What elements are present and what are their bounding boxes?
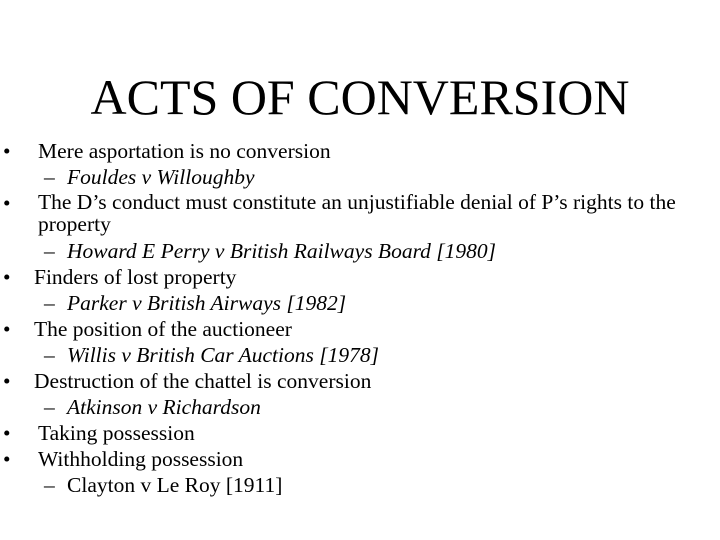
- case-citation-text: Parker v British Airways [1982]: [67, 291, 347, 315]
- dash-icon: –: [44, 165, 55, 189]
- case-citation: [0, 472, 720, 498]
- case-citation: [0, 394, 720, 420]
- case-citation-text: Willis v British Car Auctions [1978]: [67, 343, 379, 367]
- bullet-item: [0, 138, 720, 164]
- slide-title: ACTS OF CONVERSION: [90, 69, 630, 125]
- case-citation: [0, 164, 720, 190]
- dash-icon: –: [44, 343, 55, 367]
- case-citation: [0, 290, 720, 316]
- case-citation-text: Howard E Perry v British Railways Board [1980]: [67, 239, 496, 263]
- bullet-text: The D’s conduct must constitute an unjustifiable denial of P’s rights to the property: [38, 190, 676, 236]
- dash-icon: –: [44, 473, 55, 497]
- bullet-text: The position of the auctioneer: [34, 317, 292, 341]
- bullet-item: [0, 264, 720, 290]
- bullet-text: Finders of lost property: [34, 265, 237, 289]
- bullet-icon: •: [3, 317, 11, 341]
- dash-icon: –: [44, 291, 55, 315]
- case-citation-text: Fouldes v Willoughby: [67, 165, 255, 189]
- bullet-list: [0, 138, 720, 498]
- bullet-item: [0, 368, 720, 394]
- case-citation: [0, 342, 720, 368]
- case-citation-text: Clayton v Le Roy [1911]: [67, 473, 283, 497]
- bullet-item: [0, 420, 720, 446]
- case-citation-text: Atkinson v Richardson: [67, 395, 261, 419]
- bullet-icon: •: [3, 447, 11, 471]
- bullet-item: [0, 316, 720, 342]
- bullet-icon: •: [3, 421, 11, 445]
- dash-icon: –: [44, 239, 55, 263]
- bullet-text: Taking possession: [38, 421, 195, 445]
- case-citation: [0, 238, 720, 264]
- bullet-text: Mere asportation is no conversion: [38, 139, 331, 163]
- bullet-icon: •: [3, 191, 11, 215]
- bullet-icon: •: [3, 265, 11, 289]
- bullet-item: [0, 446, 720, 472]
- bullet-text: Destruction of the chattel is conversion: [34, 369, 372, 393]
- bullet-icon: •: [3, 369, 11, 393]
- bullet-text: Withholding possession: [38, 447, 244, 471]
- bullet-item: [0, 190, 720, 238]
- dash-icon: –: [44, 395, 55, 419]
- bullet-icon: •: [3, 139, 11, 163]
